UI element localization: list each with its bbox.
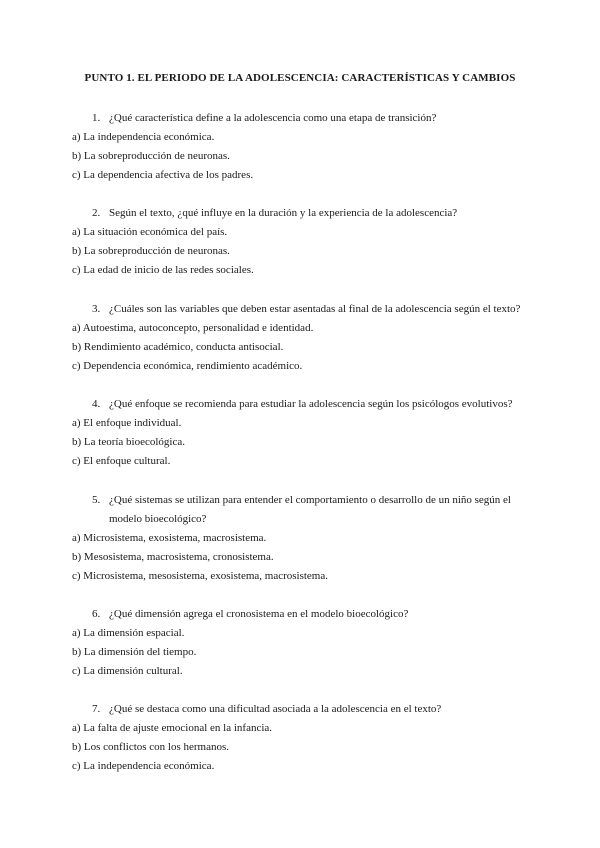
answer-option-a: a) La falta de ajuste emocional en la infancia. [72,722,273,734]
answer-option-a: a) El enfoque individual. [72,417,182,429]
answer-option-c: c) El enfoque cultural. [72,455,171,467]
question-prompt [92,207,457,219]
question-number: 6. [92,608,101,620]
question-prompt [92,608,408,620]
question-number: 7. [92,703,101,715]
question-prompt [92,494,511,506]
answer-option-b: b) Los conflictos con los hermanos. [72,741,230,753]
question-number: 1. [92,112,101,124]
answer-option-a: a) La situación económica del país. [72,226,228,238]
document-title: PUNTO 1. EL PERIODO DE LA ADOLESCENCIA: CARACTERÍSTICAS Y CAMBIOS [84,72,516,84]
question-text: ¿Qué enfoque se recomienda para estudiar la adolescencia según los psicólogos evolutivos? [109,398,513,410]
answer-option-c: c) Dependencia económica, rendimiento académico. [72,360,303,372]
question-prompt [92,303,520,315]
answer-option-a: a) La independencia económica. [72,131,215,143]
question-number: 2. [92,207,101,219]
question-text: ¿Qué sistemas se utilizan para entender el comportamiento o desarrollo de un niño según el [109,494,511,506]
question-prompt [92,703,441,715]
answer-option-a: a) La dimensión espacial. [72,627,185,639]
answer-option-b: b) La teoría bioecológica. [72,436,186,448]
answer-option-c: c) La dimensión cultural. [72,665,183,677]
answer-option-c: c) Microsistema, mesosistema, exosistema, macrosistema. [72,570,328,582]
question-text: ¿Qué característica define a la adolescencia como una etapa de transición? [109,112,437,124]
question-number: 3. [92,303,101,315]
question-prompt [92,112,436,124]
answer-option-b: b) La dimensión del tiempo. [72,646,197,658]
answer-option-b: b) Mesosistema, macrosistema, cronosistema. [72,551,274,563]
answer-option-b: b) Rendimiento académico, conducta antisocial. [72,341,284,353]
answer-option-b: b) La sobreproducción de neuronas. [72,150,230,162]
question-text: ¿Qué dimensión agrega el cronosistema en el modelo bioecológico? [109,608,409,620]
question-text: ¿Qué se destaca como una dificultad asociada a la adolescencia en el texto? [109,703,442,715]
answer-option-c: c) La dependencia afectiva de los padres. [72,169,254,181]
answer-option-c: c) La independencia económica. [72,760,215,772]
question-prompt [92,398,513,410]
question-number: 4. [92,398,101,410]
question-text-continuation: modelo bioecológico? [109,513,207,525]
question-number: 5. [92,494,101,506]
answer-option-a: a) Autoestima, autoconcepto, personalidad e identidad. [72,322,314,334]
answer-option-c: c) La edad de inicio de las redes sociales. [72,264,254,276]
question-text: Según el texto, ¿qué influye en la duración y la experiencia de la adolescencia? [109,207,458,219]
answer-option-b: b) La sobreproducción de neuronas. [72,245,230,257]
question-text: ¿Cuáles son las variables que deben estar asentadas al final de la adolescencia según el texto? [109,303,521,315]
answer-option-a: a) Microsistema, exosistema, macrosistema. [72,532,267,544]
